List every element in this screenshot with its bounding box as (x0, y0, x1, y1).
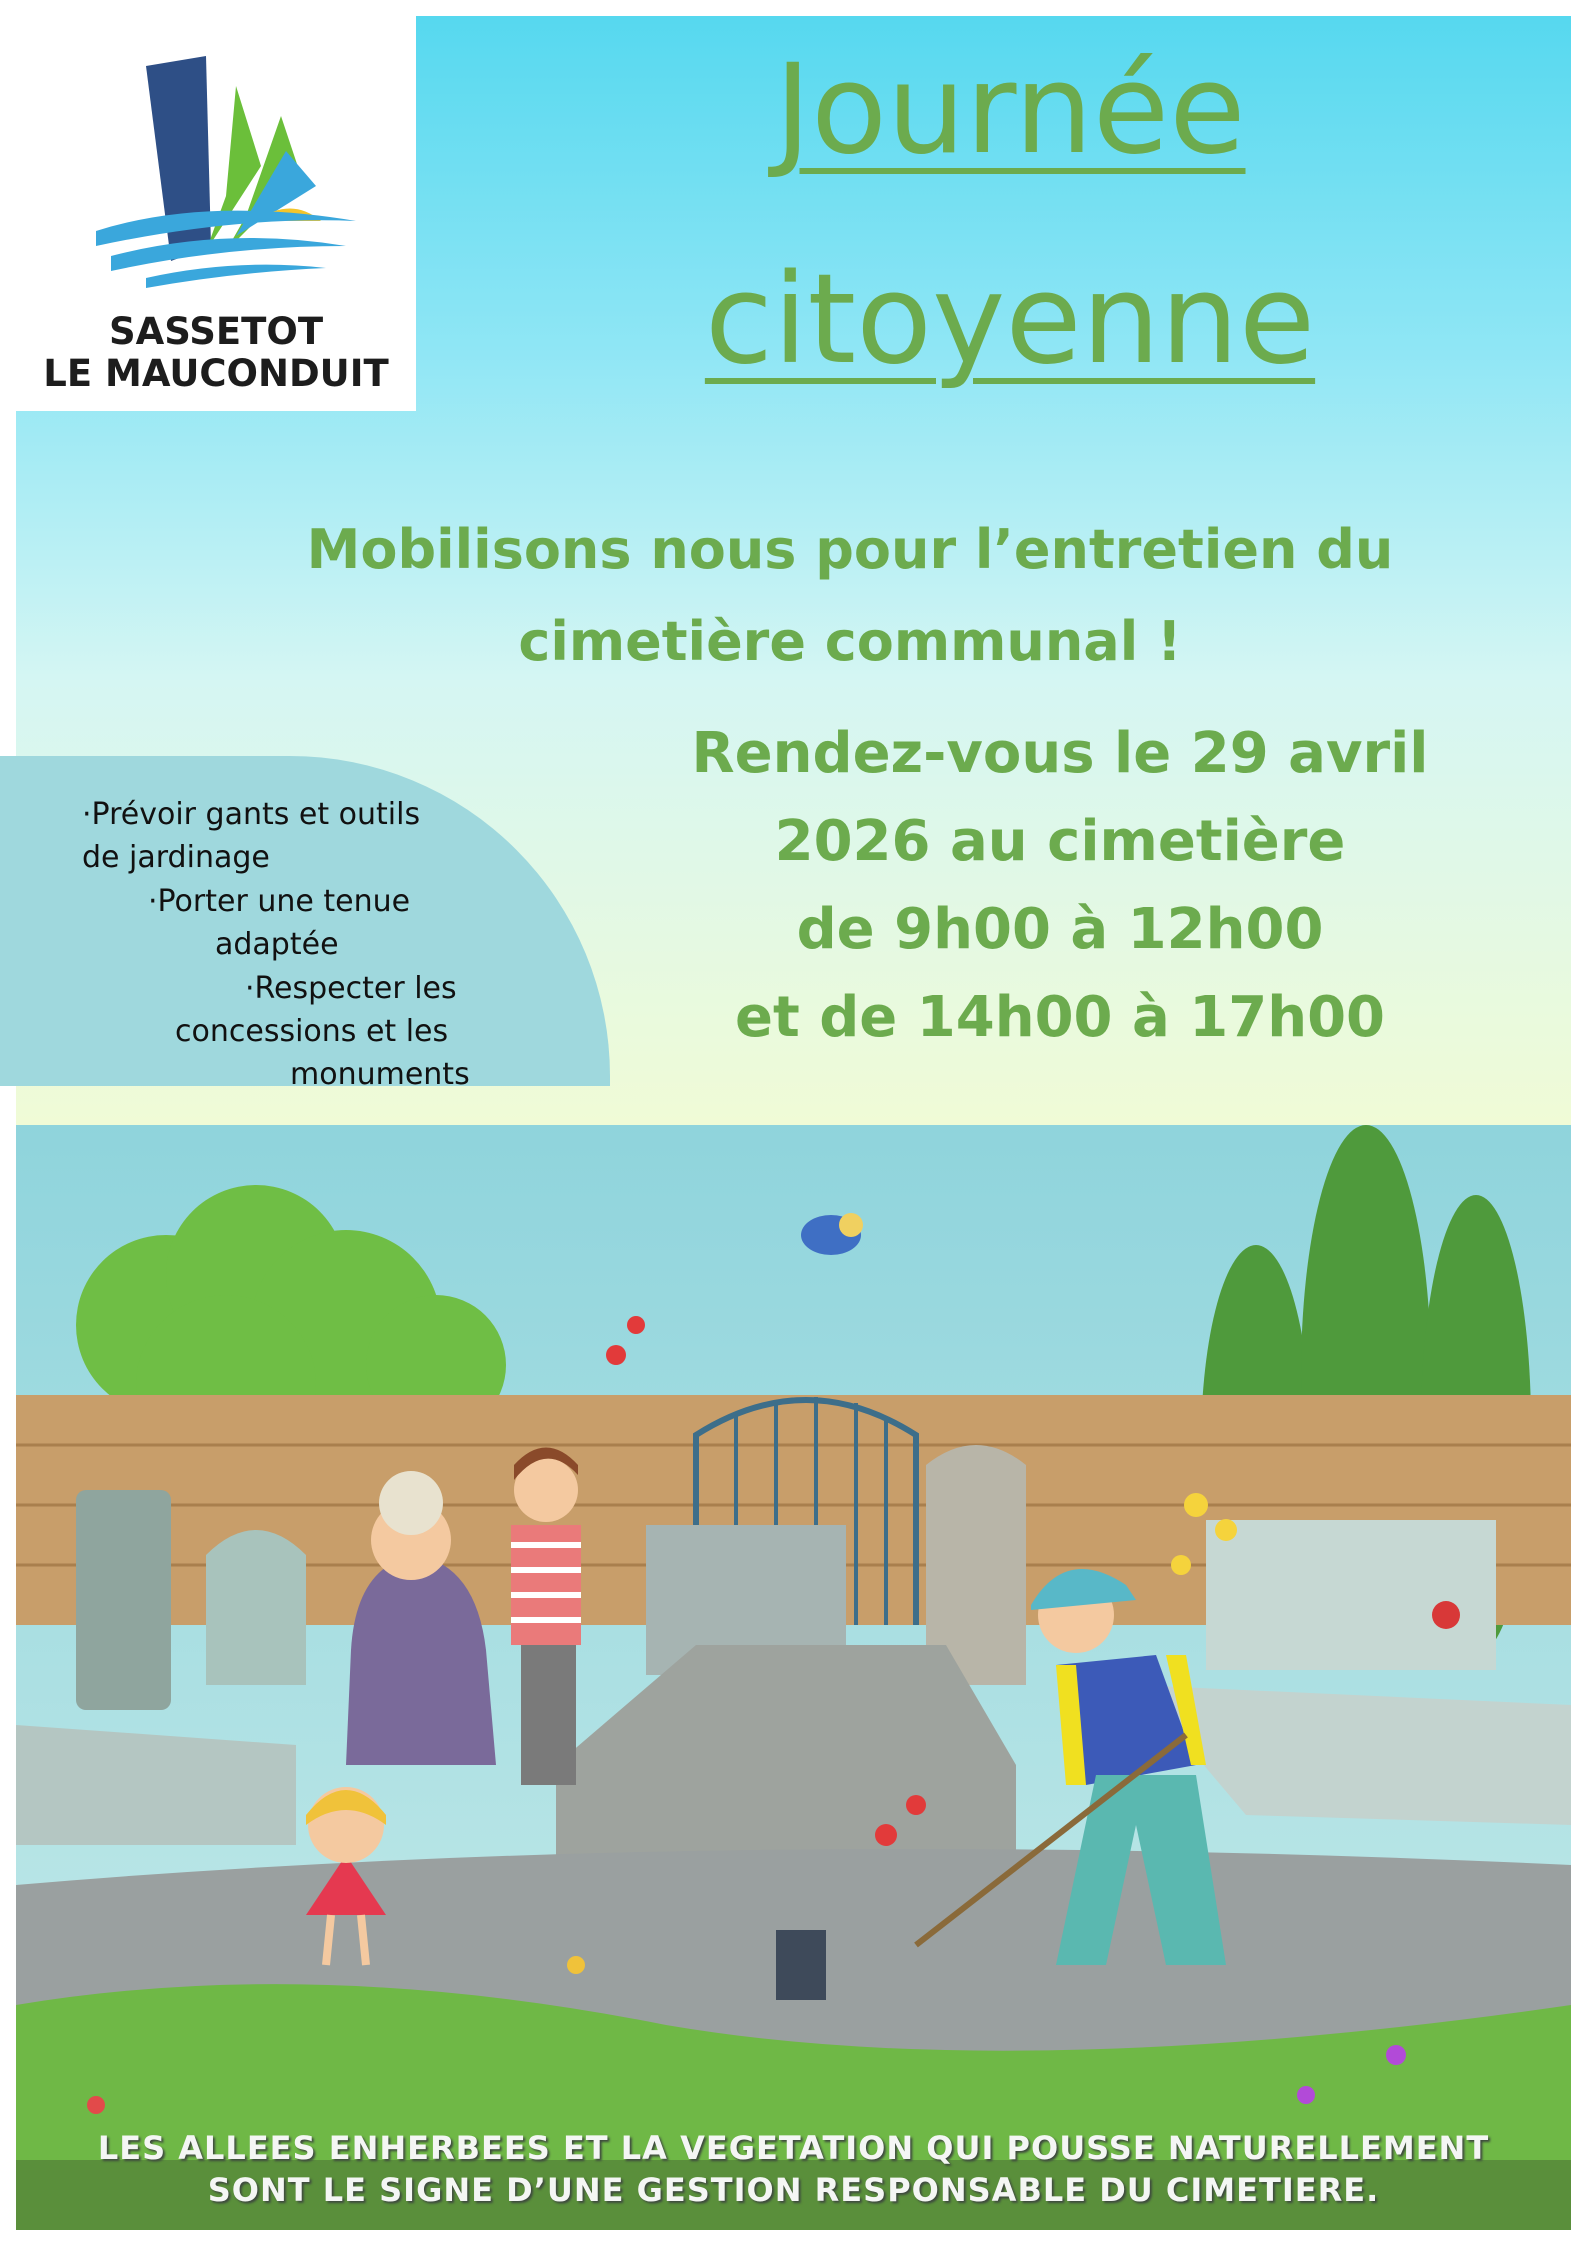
subtitle-line2: cimetière communal ! (518, 610, 1182, 673)
tip-respect-line3: monuments (290, 1057, 470, 1092)
logo-town-name-line1: SASSETOT (108, 310, 324, 353)
tip-gloves-line1: ·Prévoir gants et outils (82, 797, 421, 832)
cemetery-illustration (16, 1125, 1571, 2230)
man-figure (511, 1448, 581, 1786)
poster-title-line2: citoyenne (704, 248, 1316, 392)
poster-title-line1: Journée (774, 38, 1246, 182)
rendezvous-line1: Rendez-vous le 29 avril (691, 721, 1429, 786)
logo-town-name-line2: LE MAUCONDUIT (43, 352, 389, 395)
sassetot-emblem-icon (86, 46, 366, 296)
rendezvous-line3: de 9h00 à 12h00 (796, 897, 1324, 962)
tip-clothing-line1: ·Porter une tenue (148, 884, 411, 919)
rendezvous-line4: et de 14h00 à 17h00 (734, 985, 1386, 1050)
tip-clothing-line2: adaptée (215, 927, 339, 962)
tip-respect-line2: concessions et les (175, 1014, 449, 1049)
cemetery-scene-image (16, 1125, 1571, 2230)
rendezvous-line2: 2026 au cimetière (774, 809, 1346, 874)
municipality-logo (16, 16, 416, 411)
tip-gloves-line2: de jardinage (82, 840, 270, 875)
illustration-caption-line1: LES ALLEES ENHERBEES ET LA VEGETATION QUI POUSSE NATURELLEMENT (97, 2129, 1490, 2167)
illustration-caption-line2: SONT LE SIGNE D’UNE GESTION RESPONSABLE DU CIMETIERE. (207, 2171, 1380, 2209)
tip-respect-line1: ·Respecter les (245, 971, 457, 1006)
subtitle-line1: Mobilisons nous pour l’entretien du (306, 518, 1394, 581)
